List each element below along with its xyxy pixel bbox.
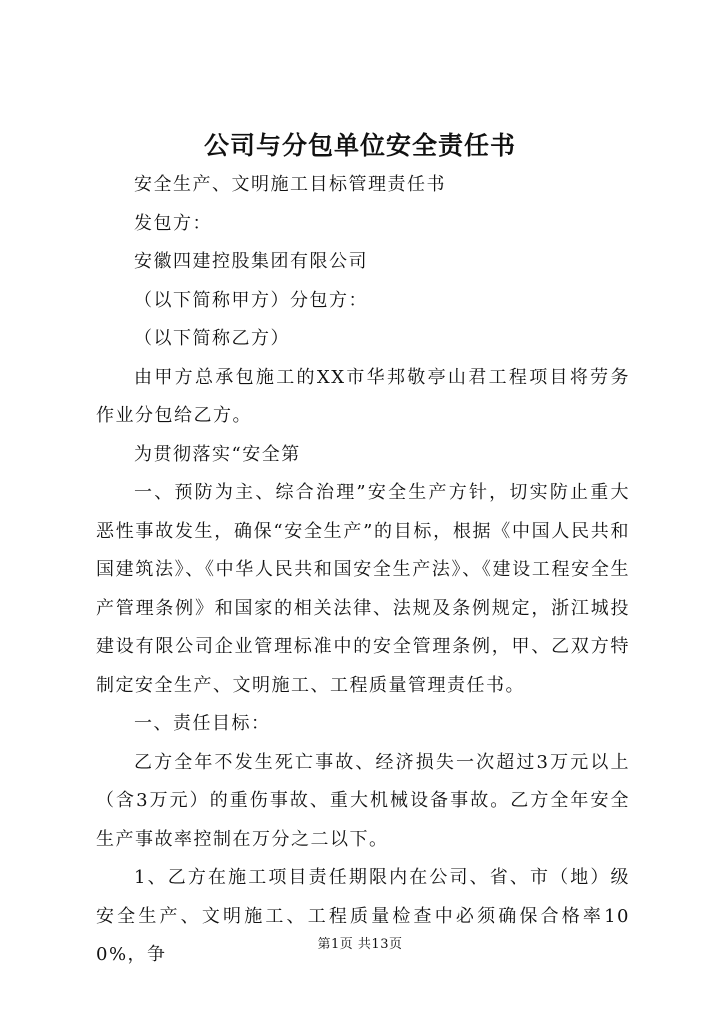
document-body [96,166,630,975]
paragraph-party-b-note: （以下简称乙方） [134,328,290,349]
document-title: 公司与分包单位安全责任书 [203,131,516,160]
paragraph-policy-basis: 一、预防为主、综合治理”安全生产方针，切实防止重大恶性事故发生，确保“安全生产”的目标，根据《中国人民共和国建筑法》、《中华人民共和国安全生产法》、《建设工程安全生产管理条例》和国家的相关法律、法规及条例规定，浙江城投建设有限公司企业管理标准中的安全管理条例，甲、乙双方特制定安全生产、文明施工、工程质量管理责任书。 [96,482,630,696]
paragraph-project-scope: 由甲方总承包施工的XX市华邦敬亭山君工程项目将劳务作业分包给乙方。 [96,366,630,426]
paragraph-subtitle: 安全生产、文明施工目标管理责任书 [134,174,446,195]
paragraph-item-1: 1、乙方在施工项目责任期限内在公司、省、市（地）级安全生产、文明施工、工程质量检查中必须确保合格率100%，争 [96,867,630,965]
paragraph-contractor-name: 安徽四建控股集团有限公司 [134,251,368,272]
paragraph-responsibility-goal: 乙方全年不发生死亡事故、经济损失一次超过3万元以上（含3万元）的重伤事故、重大机械设备事故。乙方全年安全生产事故率控制在万分之二以下。 [96,751,630,850]
paragraph-party-a-note: （以下简称甲方）分包方： [134,289,368,311]
page-footer: 第1页 共13页 [317,937,403,952]
paragraph-contractor-label: 发包方： [134,212,212,234]
paragraph-purpose-start: 为贯彻落实“安全第 [134,443,301,465]
paragraph-section-heading: 一、责任目标： [134,713,271,734]
